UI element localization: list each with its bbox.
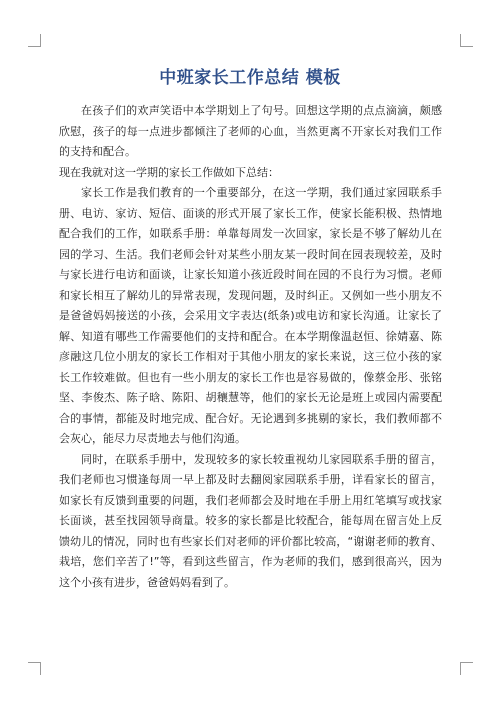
- body-paragraph-1: 家长工作是我们教育的一个重要部分，在这一学期，我们通过家园联系手册、电访、家访、短信、面谈的形式开展了家长工作，使家长能积极、热情地配合我们的工作，如联系手册：单靠每周发一次回家，家长是不够了解幼儿在园的学习、生活。我们老师会针对某些小朋友某一段时间在园表现较差，及时与家长进行电访和面谈，让家长知道小孩近段时间在园的不良行为习惯。老师和家长相互了解幼儿的异常表现，发现问题，及时纠正。又例如一些小朋友不是爸爸妈妈接送的小孩，会采用文字表达(纸条)或电访和家长沟通。让家长了解、知道有哪些工作需要他们的支持和配合。在本学期像温赵恒、徐婧嘉、陈彦融这几位小朋友的家长工作相对于其他小朋友的家长来说，这三位小孩的家长工作较难做。但也有一些小朋友的家长工作也是容易做的，像蔡金彤、张铭坚、李俊杰、陈子晗、陈阳、胡穰慧等，他们的家长无论是班上或园内需要配合的事情，都能及时地完成、配合好。无论遇到多挑剔的家长，我们教师都不会灰心，能尽力尽责地去与他们沟通。: [59, 186, 442, 445]
- crop-mark-bottom-left: [28, 662, 41, 675]
- document-body: [59, 101, 442, 593]
- crop-mark-top-right: [460, 34, 473, 47]
- intro-follow-line: 现在我就对这一学期的家长工作做如下总结：: [59, 165, 279, 179]
- crop-mark-top-left: [28, 34, 41, 47]
- intro-paragraph: 在孩子们的欢声笑语中本学期划上了句号。回想这学期的点点滴滴，颇感欣慰，孩子的每一点进步都倾注了老师的心血，当然更离不开家长对我们工作的支持和配合。: [59, 104, 442, 158]
- crop-mark-bottom-right: [460, 662, 473, 675]
- body-paragraph-2: 同时，在联系手册中，发现较多的家长较重视幼儿家园联系手册的留言，我们老师也习惯逢每周一早上都及时去翻阅家园联系手册，详看家长的留言，如家长有反馈到重要的问题，我们老师都会及时地在手册上用红笔填写或找家长面谈，甚至找园领导商量。较多的家长都是比较配合，能每周在留言处上反馈幼儿的情况，同时也有些家长们对老师的评价都比较高，“谢谢老师的教育、栽培，您们辛苦了!”等，看到这些留言，作为老师的我们，感到很高兴，因为这个小孩有进步，爸爸妈妈看到了。: [59, 452, 442, 589]
- document-title: 中班家长工作总结 模板: [159, 68, 341, 88]
